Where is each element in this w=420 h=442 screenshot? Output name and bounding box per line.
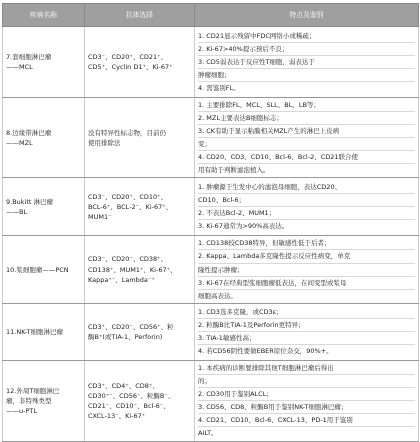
antibody-line: MUM1⁻ bbox=[88, 212, 112, 221]
feature-line: 3. Ki-67通常为>90%高表达。 bbox=[198, 222, 289, 231]
features-cell bbox=[195, 360, 419, 441]
disease-name-line: 11.NK-T细胞淋巴瘤 bbox=[6, 327, 63, 336]
feature-line: 2. Kappa、Lambda多克隆性提示反应性病变，单克 bbox=[198, 250, 415, 263]
header-antibody-selection: 抗体选择 bbox=[85, 4, 195, 27]
feature-line: 变； bbox=[198, 138, 415, 151]
features-cell bbox=[195, 27, 419, 98]
feature-line: 的； bbox=[198, 375, 415, 388]
antibody-line: CD3⁻、CD20⁺、CD21⁺、 bbox=[88, 52, 168, 61]
antibody-line: CD3⁺、CD20⁻、CD56⁺、粒 bbox=[88, 322, 174, 331]
antibody-line: CD138⁺、MUM1⁺、Ki-67⁺、 bbox=[88, 265, 177, 274]
feature-line: 4. CD21、CD10、Bcl-6、CXCL-13、PD-1用于鉴别 bbox=[198, 414, 415, 427]
antibody-cell bbox=[85, 303, 195, 360]
feature-line: 3. TIA-1敏感性高； bbox=[198, 332, 415, 345]
disease-name-cell bbox=[3, 236, 85, 303]
antibody-cell bbox=[85, 27, 195, 98]
disease-name-cell bbox=[3, 360, 85, 441]
disease-name-line: ——u-PTL bbox=[6, 406, 37, 415]
feature-line: CD10、Bcl-6； bbox=[198, 194, 415, 207]
feature-line: 细胞高表达。 bbox=[198, 291, 237, 300]
disease-name-line: 12.外周T细胞淋巴 bbox=[6, 386, 60, 395]
feature-line: 用有助于判断滤泡植入。 bbox=[198, 166, 270, 175]
feature-line: AILT。 bbox=[198, 429, 218, 438]
features-cell bbox=[195, 98, 419, 178]
antibody-cell bbox=[85, 178, 195, 236]
feature-line: 1. 本疾病的诊断要排除其他T细胞淋巴瘤后得出 bbox=[198, 362, 415, 375]
antibody-line: Kappa⁺⁻、Lambda⁻⁺ bbox=[88, 275, 155, 284]
feature-line: 1. 主要排除FL、MCL、SLL、BL、LB等； bbox=[198, 99, 415, 112]
features-cell bbox=[195, 303, 419, 360]
feature-line: 隆性提示肿瘤； bbox=[198, 264, 415, 277]
disease-name-cell bbox=[3, 98, 85, 178]
antibody-line: CD3⁺、CD4⁺、CD8⁺、 bbox=[88, 381, 159, 390]
feature-line: 1. 肿瘤源于生发中心的滤泡母细胞，表达CD20、 bbox=[198, 181, 415, 194]
antibody-line: CD21⁻、CD10⁻、Bcl-6⁻、 bbox=[88, 401, 170, 410]
feature-line: 3. CD5弱表达于反应性T细胞，弱表达于 bbox=[198, 56, 415, 69]
disease-name-cell bbox=[3, 178, 85, 236]
antibody-line: CXCL-13⁻、Ki-67⁺ bbox=[88, 411, 146, 420]
disease-name-cell bbox=[3, 303, 85, 360]
feature-line: 1. CD3选多克隆，或CD3ε； bbox=[198, 306, 415, 319]
feature-line: 2. 不表达Bcl-2、MUM1； bbox=[198, 207, 415, 220]
antibody-line: BCL-6⁺、BCL-2⁻、Ki-67⁺、 bbox=[88, 202, 173, 211]
antibody-line: 酶B⁺(或TIA-1、Perforin) bbox=[88, 332, 163, 341]
table-row bbox=[3, 236, 419, 303]
antibody-line: CD3⁻、CD20⁻、CD38⁺、 bbox=[88, 255, 168, 264]
feature-line: 肿瘤细胞； bbox=[198, 69, 415, 82]
feature-line: 1. CD138较CD38特异，但敏感性低于后者； bbox=[198, 237, 415, 250]
feature-line: 2. CD30用于鉴别ALCL； bbox=[198, 388, 415, 401]
header-row bbox=[3, 4, 419, 27]
antibody-line: CD30⁺⁻、CD56⁻、粒酶B⁻、 bbox=[88, 391, 175, 400]
disease-name-cell bbox=[3, 27, 85, 98]
feature-line: 3. CD56、CD8、粒酶B用于鉴别NK-T细胞淋巴瘤； bbox=[198, 401, 415, 414]
table-row bbox=[3, 98, 419, 178]
table-row bbox=[3, 360, 419, 441]
disease-name-line: ——BL bbox=[6, 207, 28, 216]
lymphoma-antibody-table bbox=[2, 3, 419, 442]
disease-name-line: 7.套细胞淋巴瘤 bbox=[6, 52, 52, 61]
disease-name-line: 8.边缘带淋巴瘤 bbox=[6, 128, 52, 137]
disease-name-line: 瘤，非特殊类型 bbox=[6, 396, 52, 405]
header-disease-name: 疾病名称 bbox=[3, 4, 85, 27]
feature-line: 3. CK有助于显示粘膜相关MZL产生的淋巴上皮病 bbox=[198, 125, 415, 138]
disease-name-line: ——MZL bbox=[6, 138, 33, 147]
disease-name-line: ——MCL bbox=[6, 63, 33, 71]
feature-line: 3. Ki-67在经典型浆细胞瘤低表达，在间变型或浆母 bbox=[198, 277, 415, 290]
table-row bbox=[3, 27, 419, 98]
feature-line: 4. 若CD56阴性要做EBER原位杂交，90%+。 bbox=[198, 347, 333, 356]
table-row bbox=[3, 303, 419, 360]
feature-line: 4. CD20、CD3、CD10、Bcl-6、Bcl-2、CD21联合使 bbox=[198, 151, 415, 164]
disease-name-line: 9.Bukitt 淋巴瘤 bbox=[6, 197, 54, 206]
antibody-cell bbox=[85, 360, 195, 441]
features-cell bbox=[195, 178, 419, 236]
disease-name-line: 10.浆细胞瘤——PCN bbox=[6, 265, 69, 274]
antibody-line: CD5⁺、Cyclin D1⁺、Ki-67⁺ bbox=[88, 63, 173, 71]
features-cell bbox=[195, 236, 419, 303]
table-row bbox=[3, 178, 419, 236]
antibody-line: CD3⁻、CD20⁺、CD10⁺、 bbox=[88, 192, 168, 201]
antibody-line: 使用排除法 bbox=[88, 138, 121, 147]
feature-line: 2. 粒酶B比TIA-1及Perforin更特异； bbox=[198, 319, 415, 332]
feature-line: 2. MZL主要表达B细胞标志； bbox=[198, 112, 415, 125]
antibody-cell bbox=[85, 98, 195, 178]
feature-line: 2. Ki-67>40%提示预后不良； bbox=[198, 43, 415, 56]
header-features-differentiation: 特点及鉴别 bbox=[195, 4, 419, 27]
antibody-cell bbox=[85, 236, 195, 303]
feature-line: 1. CD21显示残留中FDC网络小或稀疏； bbox=[198, 30, 415, 43]
feature-line: 4. 需鉴别FL。 bbox=[198, 84, 240, 93]
antibody-line: 没有特异性标志物，目前仍 bbox=[88, 128, 166, 137]
